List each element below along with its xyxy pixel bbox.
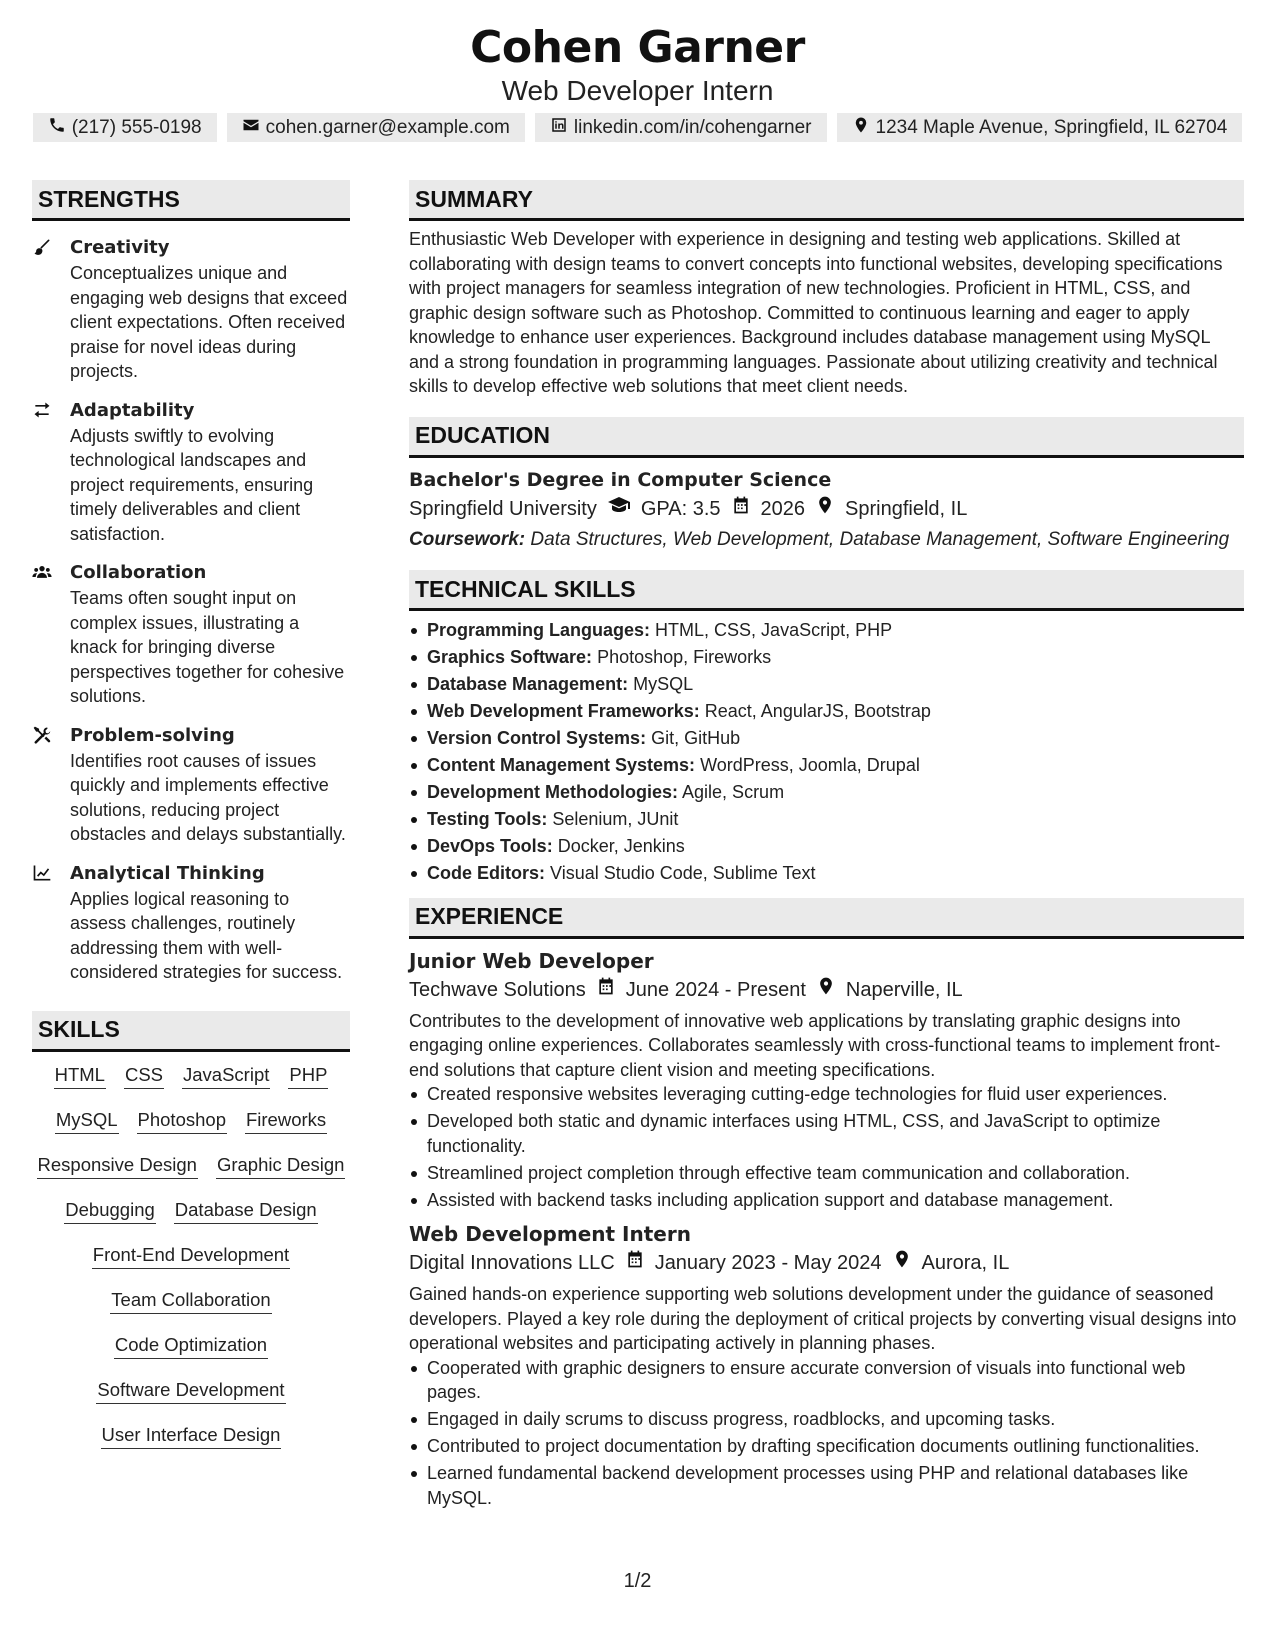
skill-tag: PHP [288,1062,328,1089]
job-meta [409,1248,1244,1278]
skill-values: WordPress, Joomla, Drupal [700,755,920,775]
skill-tag: Responsive Design [37,1152,198,1179]
strength-item [32,861,350,985]
skill-category: Code Editors: [427,863,546,883]
skill-values: HTML, CSS, JavaScript, PHP [655,620,893,640]
skill-tag: CSS [124,1062,164,1089]
skill-values: Agile, Scrum [682,782,785,802]
skill-tag: Software Development [96,1377,285,1404]
list-item [409,861,1244,886]
skill-tag: User Interface Design [101,1422,282,1449]
skill-category: Content Management Systems: [427,755,696,775]
list-item [409,807,1244,832]
candidate-name: Cohen Garner [470,22,805,73]
candidate-title: Web Developer Intern [501,75,774,106]
education-heading: EDUCATION [409,417,1244,458]
summary-text: Enthusiastic Web Developer with experience in designing and testing web applications. Skilled at collaborating with design teams to convert concepts into functional websites, developing specifications with project managers for seamless integration of new technologies. Proficient in HTML, CSS, and graphic design software such as Photoshop. Committed to continuous learning and eager to apply knowledge to enhance user experiences. Background includes database management using MySQL and a strong foundation in programming languages. Passionate about utilizing creativity and technical skills to develop effective web solutions that meet client needs. [409,229,1223,396]
strength-title: Creativity [70,237,170,258]
list-item [409,726,1244,751]
strength-title: Collaboration [70,562,207,583]
job-bullets [409,1356,1244,1511]
skill-tag: Fireworks [245,1107,327,1134]
map-pin-icon [816,975,836,1005]
skill-category: Testing Tools: [427,809,548,829]
graduation-year: 2026 [760,498,806,520]
skill-values: Photoshop, Fireworks [597,647,772,667]
job-entry [409,1220,1244,1510]
job-location: Naperville, IL [845,978,963,1001]
brush-icon [32,235,70,384]
education-meta [409,493,1244,526]
list-item: Engaged in daily scrums to discuss progress, roadblocks, and upcoming tasks. [409,1407,1244,1432]
job-description: Contributes to the development of innovative web applications by translating graphic designs into engaging online experiences. Collaborates seamlessly with cross-functional teams to implement front-end solutions that capture client vision and meeting specifications. [409,1010,1221,1080]
email-text: cohen.garner@example.com [265,116,510,138]
contact-linkedin[interactable] [535,113,827,142]
list-item [409,834,1244,859]
technical-skills-list [409,611,1244,886]
strength-item [32,723,350,847]
coursework-label: Coursework: [409,528,526,550]
skill-values: React, AngularJS, Bootstrap [704,701,931,721]
job-dates: January 2023 - May 2024 [654,1252,882,1274]
education-location: Springfield, IL [845,498,968,520]
linkedin-text: linkedin.com/in/cohengarner [573,116,812,138]
list-item: Learned fundamental backend development processes using PHP and relational databases like MySQL. [409,1461,1244,1510]
strength-item [32,235,350,384]
skill-tag: Database Design [174,1197,318,1224]
job-title: Web Development Intern [409,1222,691,1246]
coursework-list: Data Structures, Web Development, Database Management, Software Engineering [530,528,1230,550]
strength-title: Problem-solving [70,724,235,746]
skill-tag: MySQL [55,1107,119,1134]
list-item [409,780,1244,805]
company-name: Techwave Solutions [409,978,586,1001]
calendar-icon [625,1248,645,1278]
skill-tag: Code Optimization [114,1332,268,1359]
strength-description: Adjusts swiftly to evolving technological landscapes and project requirements, ensuring timely deliverables and client satisfaction. [70,425,314,544]
strength-description: Identifies root causes of issues quickly and implements effective solutions, reducing project obstacles and delays substantially. [70,750,346,844]
contact-address[interactable] [837,113,1243,142]
skill-values: Visual Studio Code, Sublime Text [550,863,816,883]
contact-email[interactable] [227,113,525,142]
skills-heading: SKILLS [32,1011,350,1052]
phone-text: (217) 555-0198 [71,116,202,138]
address-text: 1234 Maple Avenue, Springfield, IL 62704 [875,116,1228,138]
skill-tag: Graphic Design [216,1152,346,1179]
list-item [409,618,1244,643]
list-item: Contributed to project documentation by drafting specification documents outlining functionalities. [409,1434,1244,1459]
skill-values: Selenium, JUnit [552,809,679,829]
skills-tag-list [32,1052,350,1467]
list-item [409,753,1244,778]
job-entry [409,947,1244,1213]
phone-icon [48,116,66,140]
skill-tag: Debugging [64,1197,156,1224]
users-icon [32,560,70,709]
skill-tag: Front-End Development [92,1242,290,1269]
skill-values: Git, GitHub [651,728,741,748]
coursework [409,528,1244,553]
envelope-icon [242,116,260,140]
strength-title: Adaptability [70,399,195,421]
list-item: Streamlined project completion through effective team communication and collaboration. [409,1161,1244,1186]
list-item [409,699,1244,724]
map-pin-icon [892,1248,912,1278]
skill-category: Graphics Software: [427,647,593,667]
skill-category: Database Management: [427,674,629,694]
contact-phone[interactable] [33,113,217,142]
resume-header [0,22,1275,108]
skill-category: Version Control Systems: [427,728,647,748]
skill-category: Development Methodologies: [427,782,679,802]
calendar-icon [731,494,751,524]
list-item [409,645,1244,670]
list-item: Assisted with backend tasks including application support and database management. [409,1188,1244,1213]
skill-tag: Team Collaboration [110,1287,271,1314]
job-bullets [409,1082,1244,1212]
tools-icon [32,723,70,847]
skill-category: Web Development Frameworks: [427,701,700,721]
skill-tag: JavaScript [182,1062,270,1089]
school-name: Springfield University [409,498,597,520]
experience-heading: EXPERIENCE [409,898,1244,939]
skill-values: MySQL [633,674,694,694]
strength-item [32,560,350,709]
list-item: Created responsive websites leveraging cutting-edge technologies for fluid user experiences. [409,1082,1244,1107]
list-item: Developed both static and dynamic interfaces using HTML, CSS, and JavaScript to optimize functionality. [409,1109,1244,1158]
skill-tag: Photoshop [137,1107,227,1134]
strengths-heading: STRENGTHS [32,180,350,221]
list-item [409,672,1244,697]
company-name: Digital Innovations LLC [409,1252,615,1274]
list-item: Cooperated with graphic designers to ensure accurate conversion of visuals into functional web pages. [409,1356,1244,1405]
job-title: Junior Web Developer [409,948,654,973]
technical-skills-heading: TECHNICAL SKILLS [409,570,1244,611]
job-description: Gained hands-on experience supporting web solutions development under the guidance of seasoned developers. Played a key role during the deployment of critical projects by converting visual designs into operational websites and participating actively in planning phases. [409,1284,1237,1353]
skill-values: Docker, Jenkins [557,836,685,856]
left-column [32,180,350,1467]
linkedin-icon [550,116,568,140]
gpa-text: GPA: 3.5 [640,498,721,520]
chart-line-icon [32,861,70,985]
arrows-exchange-icon [32,398,70,547]
contact-bar [0,113,1275,142]
strength-description: Teams often sought input on complex issues, illustrating a knack for bringing diverse perspectives together for cohesive solutions. [70,588,345,706]
job-dates: June 2024 - Present [625,978,806,1001]
job-meta [409,975,1244,1005]
summary-heading: SUMMARY [409,180,1244,221]
map-pin-icon [852,116,870,140]
graduation-cap-icon [607,493,631,526]
page-number: 1/2 [623,1570,652,1592]
skill-category: DevOps Tools: [427,836,553,856]
strength-description: Applies logical reasoning to assess challenges, routinely addressing them with well-considered strategies for success. [70,888,343,982]
job-location: Aurora, IL [921,1252,1010,1274]
strength-title: Analytical Thinking [70,862,265,884]
skill-tag: HTML [54,1062,106,1089]
degree-title: Bachelor's Degree in Computer Science [409,468,832,491]
strength-description: Conceptualizes unique and engaging web designs that exceed client expectations. Often received praise for novel ideas during projects. [70,263,348,381]
right-column [409,180,1244,1513]
calendar-icon [596,975,616,1005]
map-pin-icon [815,494,835,524]
strength-item [32,398,350,547]
skill-category: Programming Languages: [427,620,651,640]
